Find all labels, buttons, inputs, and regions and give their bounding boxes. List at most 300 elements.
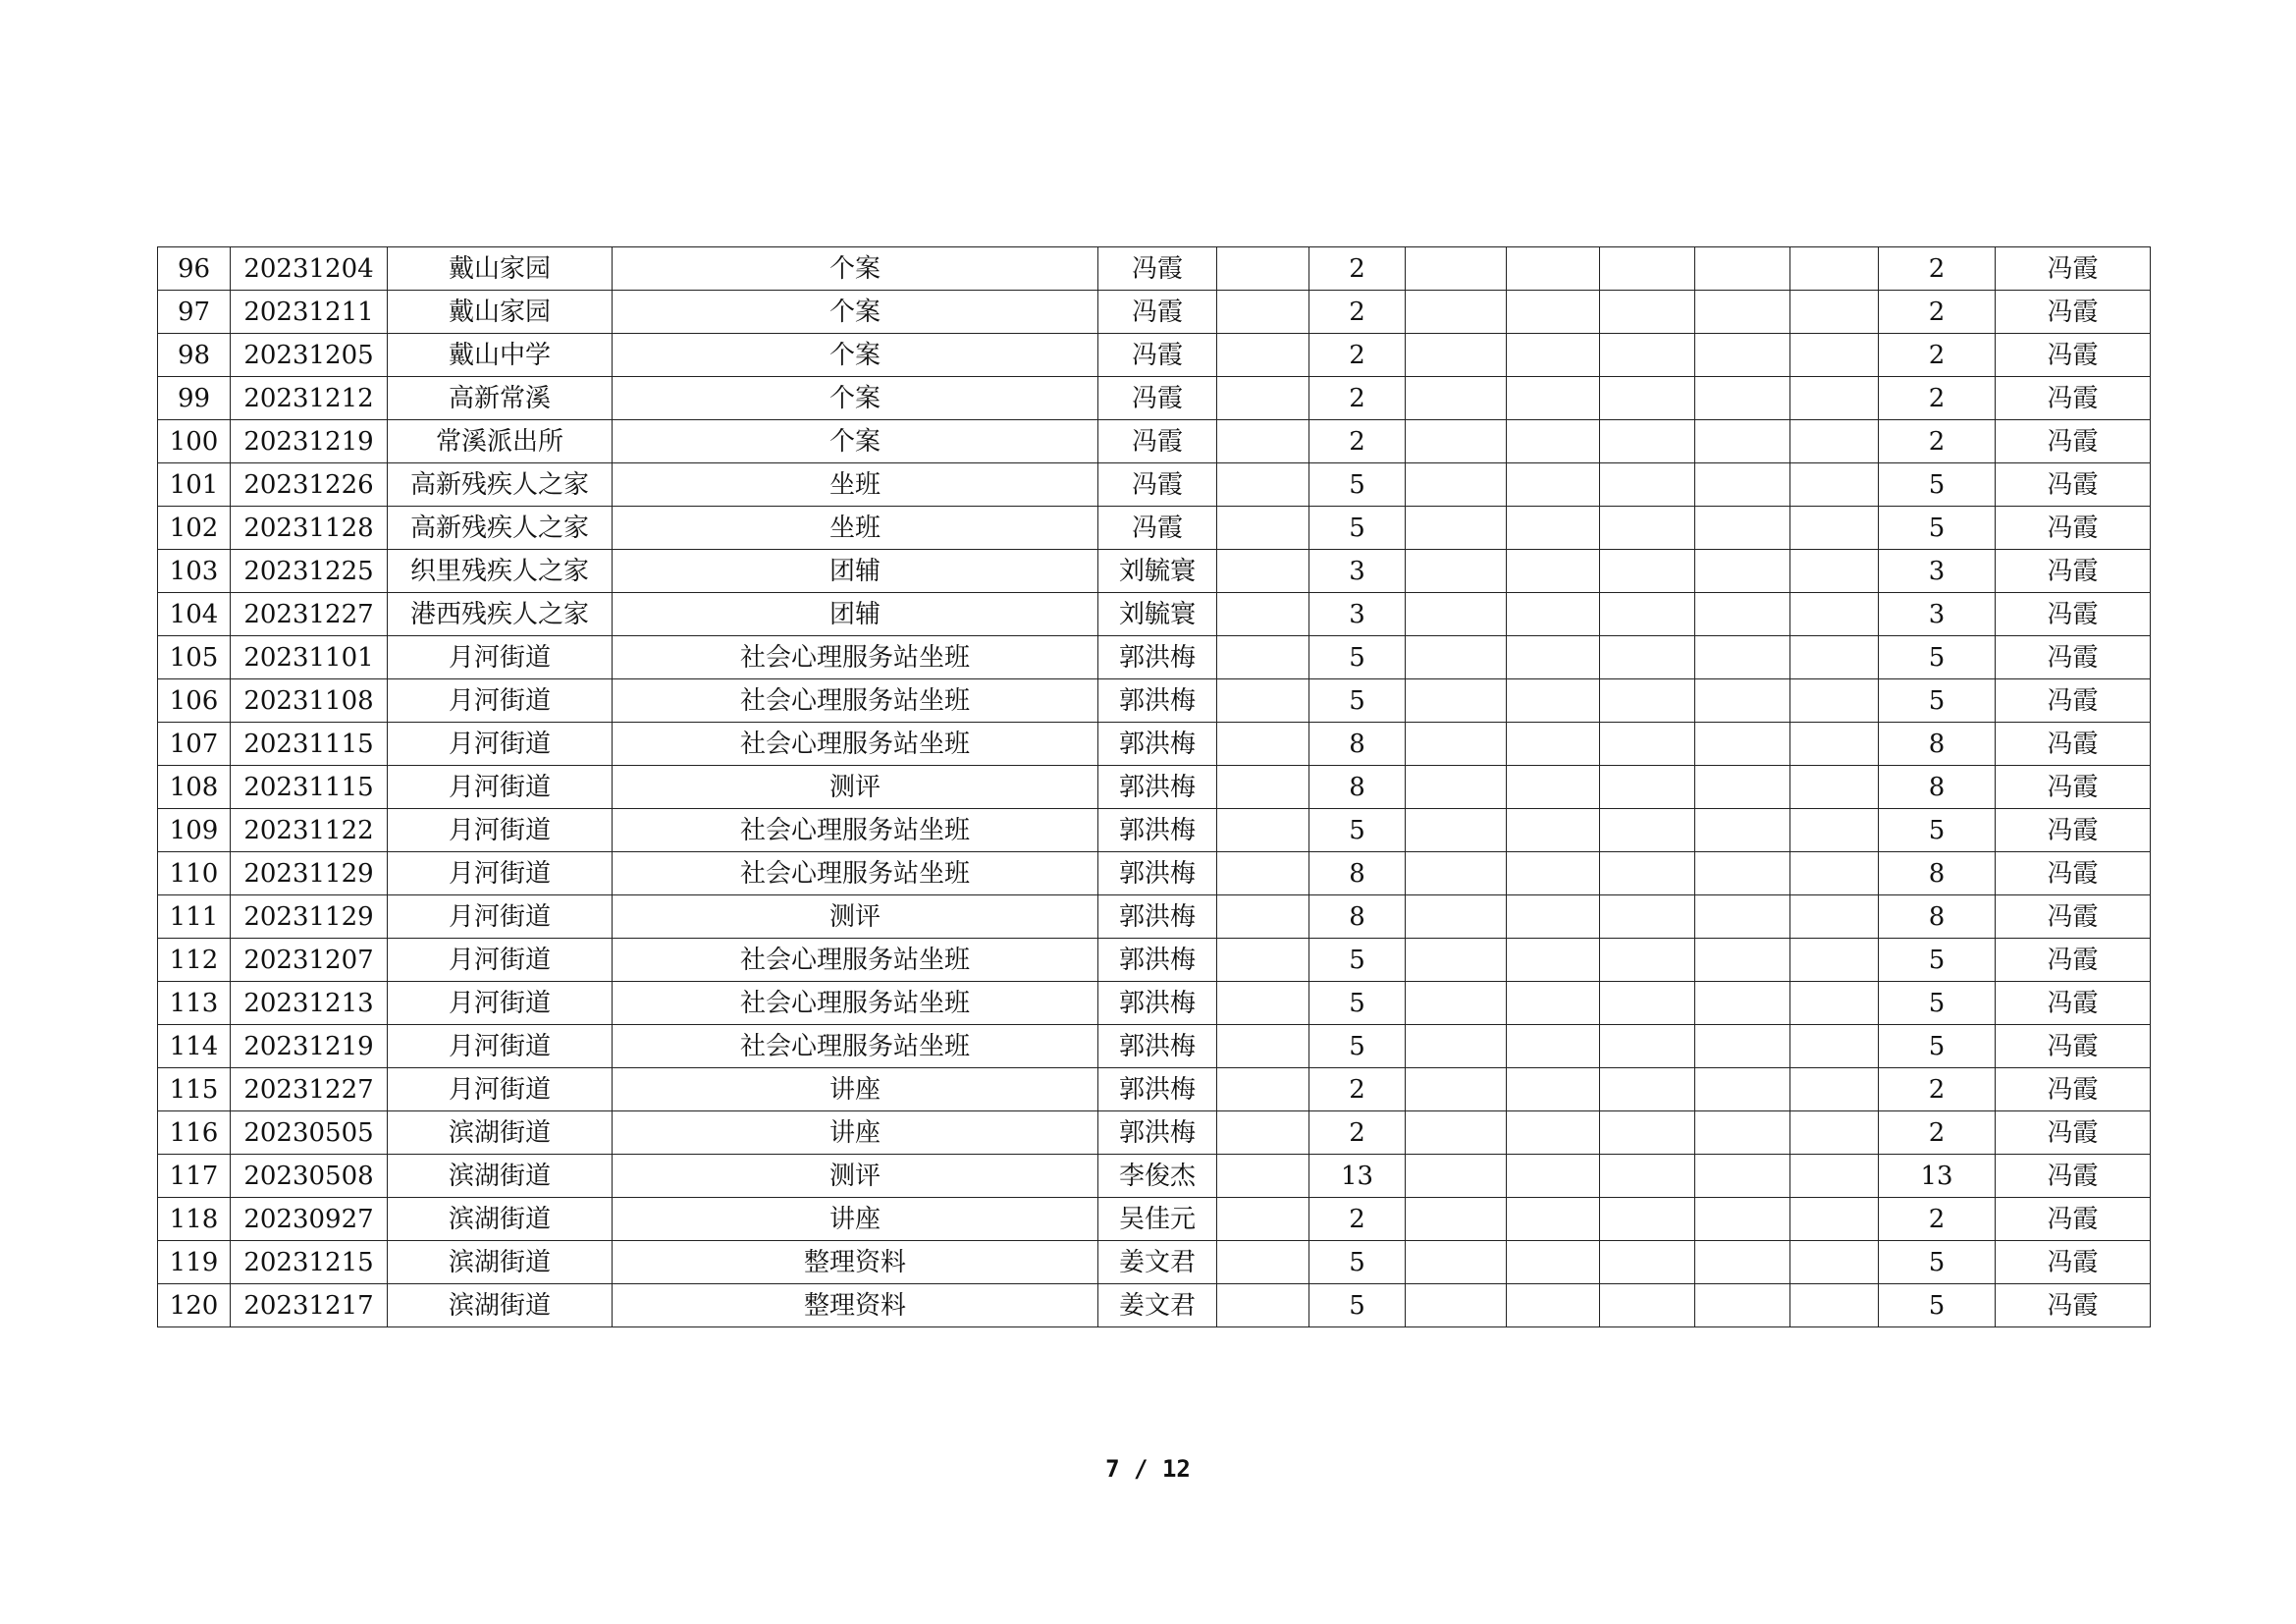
empty-cell-4 [1600, 291, 1695, 334]
empty-cell-5 [1695, 550, 1790, 593]
empty-cell-2 [1406, 291, 1507, 334]
empty-cell-2 [1406, 463, 1507, 507]
hours-cell: 13 [1309, 1155, 1406, 1198]
staff-cell: 郭洪梅 [1098, 939, 1217, 982]
reviewer-cell: 冯霞 [1996, 809, 2151, 852]
staff-cell: 冯霞 [1098, 247, 1217, 291]
staff-cell: 郭洪梅 [1098, 982, 1217, 1025]
date-cell: 20231225 [231, 550, 388, 593]
empty-cell-5 [1695, 852, 1790, 895]
date-cell: 20231204 [231, 247, 388, 291]
empty-cell-2 [1406, 1241, 1507, 1284]
hours-cell: 2 [1309, 377, 1406, 420]
row-number-cell: 96 [158, 247, 231, 291]
activity-cell: 社会心理服务站坐班 [613, 939, 1098, 982]
empty-cell-5 [1695, 1284, 1790, 1327]
date-cell: 20231217 [231, 1284, 388, 1327]
date-cell: 20231205 [231, 334, 388, 377]
location-cell: 高新残疾人之家 [388, 507, 613, 550]
empty-cell-4 [1600, 1284, 1695, 1327]
row-number-cell: 117 [158, 1155, 231, 1198]
empty-cell-1 [1217, 463, 1309, 507]
empty-cell-5 [1695, 334, 1790, 377]
date-cell: 20231115 [231, 766, 388, 809]
location-cell: 月河街道 [388, 766, 613, 809]
reviewer-cell: 冯霞 [1996, 507, 2151, 550]
empty-cell-2 [1406, 377, 1507, 420]
empty-cell-5 [1695, 1068, 1790, 1111]
activity-cell: 团辅 [613, 593, 1098, 636]
total-hours-cell: 3 [1879, 593, 1996, 636]
row-number-cell: 112 [158, 939, 231, 982]
total-hours-cell: 8 [1879, 895, 1996, 939]
date-cell: 20231129 [231, 852, 388, 895]
empty-cell-1 [1217, 895, 1309, 939]
empty-cell-2 [1406, 809, 1507, 852]
location-cell: 滨湖街道 [388, 1241, 613, 1284]
total-hours-cell: 5 [1879, 1241, 1996, 1284]
empty-cell-4 [1600, 334, 1695, 377]
hours-cell: 5 [1309, 1284, 1406, 1327]
table-row [158, 1155, 2151, 1198]
activity-cell: 社会心理服务站坐班 [613, 982, 1098, 1025]
total-hours-cell: 8 [1879, 852, 1996, 895]
empty-cell-3 [1507, 463, 1600, 507]
staff-cell: 冯霞 [1098, 334, 1217, 377]
total-hours-cell: 5 [1879, 939, 1996, 982]
location-cell: 戴山家园 [388, 247, 613, 291]
empty-cell-2 [1406, 636, 1507, 679]
staff-cell: 吴佳元 [1098, 1198, 1217, 1241]
empty-cell-2 [1406, 982, 1507, 1025]
empty-cell-3 [1507, 291, 1600, 334]
date-cell: 20231227 [231, 1068, 388, 1111]
date-cell: 20231207 [231, 939, 388, 982]
row-number-cell: 115 [158, 1068, 231, 1111]
empty-cell-3 [1507, 723, 1600, 766]
location-cell: 月河街道 [388, 679, 613, 723]
reviewer-cell: 冯霞 [1996, 291, 2151, 334]
total-hours-cell: 2 [1879, 420, 1996, 463]
empty-cell-1 [1217, 1284, 1309, 1327]
empty-cell-4 [1600, 247, 1695, 291]
empty-cell-2 [1406, 895, 1507, 939]
table-row [158, 247, 2151, 291]
staff-cell: 郭洪梅 [1098, 723, 1217, 766]
empty-cell-1 [1217, 593, 1309, 636]
activity-cell: 社会心理服务站坐班 [613, 809, 1098, 852]
reviewer-cell: 冯霞 [1996, 593, 2151, 636]
empty-cell-6 [1790, 766, 1879, 809]
total-hours-cell: 2 [1879, 377, 1996, 420]
activity-cell: 讲座 [613, 1068, 1098, 1111]
empty-cell-5 [1695, 1198, 1790, 1241]
empty-cell-1 [1217, 377, 1309, 420]
empty-cell-3 [1507, 679, 1600, 723]
empty-cell-6 [1790, 377, 1879, 420]
total-hours-cell: 2 [1879, 247, 1996, 291]
empty-cell-6 [1790, 1198, 1879, 1241]
row-number-cell: 113 [158, 982, 231, 1025]
empty-cell-1 [1217, 1068, 1309, 1111]
reviewer-cell: 冯霞 [1996, 939, 2151, 982]
table-row [158, 1111, 2151, 1155]
date-cell: 20231227 [231, 593, 388, 636]
empty-cell-1 [1217, 636, 1309, 679]
empty-cell-2 [1406, 593, 1507, 636]
activity-cell: 社会心理服务站坐班 [613, 679, 1098, 723]
table-row [158, 1025, 2151, 1068]
empty-cell-4 [1600, 550, 1695, 593]
empty-cell-6 [1790, 636, 1879, 679]
staff-cell: 郭洪梅 [1098, 679, 1217, 723]
empty-cell-3 [1507, 766, 1600, 809]
hours-cell: 5 [1309, 636, 1406, 679]
date-cell: 20231213 [231, 982, 388, 1025]
empty-cell-1 [1217, 982, 1309, 1025]
table-row [158, 982, 2151, 1025]
empty-cell-4 [1600, 939, 1695, 982]
empty-cell-4 [1600, 377, 1695, 420]
total-hours-cell: 5 [1879, 679, 1996, 723]
location-cell: 月河街道 [388, 809, 613, 852]
staff-cell: 刘毓寰 [1098, 550, 1217, 593]
empty-cell-1 [1217, 766, 1309, 809]
table-row [158, 334, 2151, 377]
date-cell: 20231211 [231, 291, 388, 334]
location-cell: 港西残疾人之家 [388, 593, 613, 636]
empty-cell-1 [1217, 1241, 1309, 1284]
location-cell: 月河街道 [388, 982, 613, 1025]
empty-cell-3 [1507, 982, 1600, 1025]
staff-cell: 郭洪梅 [1098, 1068, 1217, 1111]
location-cell: 常溪派出所 [388, 420, 613, 463]
table-row [158, 939, 2151, 982]
hours-cell: 5 [1309, 982, 1406, 1025]
row-number-cell: 119 [158, 1241, 231, 1284]
date-cell: 20230927 [231, 1198, 388, 1241]
reviewer-cell: 冯霞 [1996, 1155, 2151, 1198]
empty-cell-6 [1790, 1241, 1879, 1284]
empty-cell-5 [1695, 420, 1790, 463]
reviewer-cell: 冯霞 [1996, 766, 2151, 809]
staff-cell: 冯霞 [1098, 463, 1217, 507]
page-number: 7 / 12 [1105, 1455, 1191, 1483]
empty-cell-5 [1695, 723, 1790, 766]
location-cell: 月河街道 [388, 636, 613, 679]
empty-cell-4 [1600, 982, 1695, 1025]
empty-cell-6 [1790, 939, 1879, 982]
empty-cell-3 [1507, 636, 1600, 679]
table-row [158, 895, 2151, 939]
total-hours-cell: 5 [1879, 1284, 1996, 1327]
activity-cell: 测评 [613, 1155, 1098, 1198]
empty-cell-6 [1790, 593, 1879, 636]
table-row [158, 507, 2151, 550]
empty-cell-2 [1406, 420, 1507, 463]
empty-cell-1 [1217, 291, 1309, 334]
empty-cell-1 [1217, 1025, 1309, 1068]
activity-cell: 坐班 [613, 463, 1098, 507]
empty-cell-4 [1600, 1025, 1695, 1068]
empty-cell-1 [1217, 939, 1309, 982]
empty-cell-5 [1695, 809, 1790, 852]
empty-cell-5 [1695, 247, 1790, 291]
date-cell: 20231212 [231, 377, 388, 420]
empty-cell-2 [1406, 1198, 1507, 1241]
empty-cell-1 [1217, 723, 1309, 766]
activity-cell: 个案 [613, 334, 1098, 377]
empty-cell-1 [1217, 420, 1309, 463]
date-cell: 20231115 [231, 723, 388, 766]
hours-cell: 5 [1309, 463, 1406, 507]
hours-cell: 2 [1309, 420, 1406, 463]
empty-cell-5 [1695, 377, 1790, 420]
reviewer-cell: 冯霞 [1996, 1198, 2151, 1241]
empty-cell-5 [1695, 463, 1790, 507]
empty-cell-3 [1507, 377, 1600, 420]
date-cell: 20230508 [231, 1155, 388, 1198]
date-cell: 20231129 [231, 895, 388, 939]
empty-cell-3 [1507, 1284, 1600, 1327]
row-number-cell: 107 [158, 723, 231, 766]
row-number-cell: 111 [158, 895, 231, 939]
location-cell: 戴山家园 [388, 291, 613, 334]
total-hours-cell: 2 [1879, 1111, 1996, 1155]
empty-cell-2 [1406, 723, 1507, 766]
empty-cell-6 [1790, 982, 1879, 1025]
empty-cell-6 [1790, 1025, 1879, 1068]
hours-cell: 5 [1309, 507, 1406, 550]
empty-cell-3 [1507, 593, 1600, 636]
staff-cell: 郭洪梅 [1098, 852, 1217, 895]
table-row [158, 852, 2151, 895]
total-hours-cell: 13 [1879, 1155, 1996, 1198]
empty-cell-6 [1790, 550, 1879, 593]
location-cell: 月河街道 [388, 852, 613, 895]
empty-cell-6 [1790, 334, 1879, 377]
hours-cell: 8 [1309, 723, 1406, 766]
row-number-cell: 116 [158, 1111, 231, 1155]
row-number-cell: 101 [158, 463, 231, 507]
staff-cell: 郭洪梅 [1098, 766, 1217, 809]
date-cell: 20231108 [231, 679, 388, 723]
reviewer-cell: 冯霞 [1996, 852, 2151, 895]
table-row [158, 1198, 2151, 1241]
empty-cell-6 [1790, 463, 1879, 507]
empty-cell-5 [1695, 636, 1790, 679]
date-cell: 20231215 [231, 1241, 388, 1284]
empty-cell-5 [1695, 1025, 1790, 1068]
empty-cell-1 [1217, 1155, 1309, 1198]
empty-cell-4 [1600, 636, 1695, 679]
empty-cell-3 [1507, 1198, 1600, 1241]
location-cell: 月河街道 [388, 895, 613, 939]
empty-cell-5 [1695, 1155, 1790, 1198]
empty-cell-1 [1217, 679, 1309, 723]
hours-cell: 2 [1309, 1068, 1406, 1111]
hours-cell: 3 [1309, 550, 1406, 593]
staff-cell: 郭洪梅 [1098, 809, 1217, 852]
empty-cell-5 [1695, 939, 1790, 982]
location-cell: 织里残疾人之家 [388, 550, 613, 593]
activity-cell: 社会心理服务站坐班 [613, 636, 1098, 679]
empty-cell-3 [1507, 420, 1600, 463]
reviewer-cell: 冯霞 [1996, 1241, 2151, 1284]
empty-cell-2 [1406, 679, 1507, 723]
location-cell: 月河街道 [388, 939, 613, 982]
activity-cell: 个案 [613, 291, 1098, 334]
empty-cell-5 [1695, 593, 1790, 636]
activity-cell: 个案 [613, 420, 1098, 463]
empty-cell-4 [1600, 420, 1695, 463]
hours-cell: 2 [1309, 334, 1406, 377]
staff-cell: 冯霞 [1098, 420, 1217, 463]
row-number-cell: 99 [158, 377, 231, 420]
activity-cell: 坐班 [613, 507, 1098, 550]
reviewer-cell: 冯霞 [1996, 420, 2151, 463]
table-row [158, 593, 2151, 636]
table-row [158, 1068, 2151, 1111]
empty-cell-2 [1406, 1284, 1507, 1327]
activity-cell: 个案 [613, 247, 1098, 291]
empty-cell-4 [1600, 852, 1695, 895]
empty-cell-3 [1507, 939, 1600, 982]
reviewer-cell: 冯霞 [1996, 723, 2151, 766]
hours-cell: 2 [1309, 1198, 1406, 1241]
row-number-cell: 103 [158, 550, 231, 593]
hours-cell: 5 [1309, 679, 1406, 723]
staff-cell: 郭洪梅 [1098, 1111, 1217, 1155]
location-cell: 滨湖街道 [388, 1284, 613, 1327]
row-number-cell: 109 [158, 809, 231, 852]
row-number-cell: 106 [158, 679, 231, 723]
reviewer-cell: 冯霞 [1996, 377, 2151, 420]
empty-cell-4 [1600, 1155, 1695, 1198]
empty-cell-5 [1695, 895, 1790, 939]
empty-cell-2 [1406, 1025, 1507, 1068]
empty-cell-3 [1507, 334, 1600, 377]
empty-cell-4 [1600, 463, 1695, 507]
table-row [158, 1284, 2151, 1327]
hours-cell: 5 [1309, 1025, 1406, 1068]
staff-cell: 冯霞 [1098, 291, 1217, 334]
activity-cell: 测评 [613, 895, 1098, 939]
empty-cell-3 [1507, 1025, 1600, 1068]
date-cell: 20231128 [231, 507, 388, 550]
location-cell: 高新常溪 [388, 377, 613, 420]
empty-cell-2 [1406, 247, 1507, 291]
location-cell: 滨湖街道 [388, 1111, 613, 1155]
empty-cell-1 [1217, 507, 1309, 550]
reviewer-cell: 冯霞 [1996, 334, 2151, 377]
records-table [157, 246, 2151, 1327]
location-cell: 月河街道 [388, 1025, 613, 1068]
activity-cell: 团辅 [613, 550, 1098, 593]
total-hours-cell: 2 [1879, 334, 1996, 377]
empty-cell-6 [1790, 1284, 1879, 1327]
empty-cell-4 [1600, 895, 1695, 939]
empty-cell-1 [1217, 550, 1309, 593]
total-hours-cell: 5 [1879, 809, 1996, 852]
location-cell: 滨湖街道 [388, 1198, 613, 1241]
location-cell: 月河街道 [388, 1068, 613, 1111]
activity-cell: 整理资料 [613, 1241, 1098, 1284]
empty-cell-3 [1507, 852, 1600, 895]
row-number-cell: 108 [158, 766, 231, 809]
hours-cell: 5 [1309, 939, 1406, 982]
staff-cell: 姜文君 [1098, 1284, 1217, 1327]
empty-cell-4 [1600, 593, 1695, 636]
row-number-cell: 102 [158, 507, 231, 550]
empty-cell-5 [1695, 766, 1790, 809]
empty-cell-6 [1790, 420, 1879, 463]
date-cell: 20231122 [231, 809, 388, 852]
empty-cell-4 [1600, 809, 1695, 852]
staff-cell: 郭洪梅 [1098, 895, 1217, 939]
reviewer-cell: 冯霞 [1996, 1025, 2151, 1068]
table-row [158, 1241, 2151, 1284]
hours-cell: 5 [1309, 1241, 1406, 1284]
date-cell: 20231219 [231, 420, 388, 463]
location-cell: 滨湖街道 [388, 1155, 613, 1198]
table-row [158, 291, 2151, 334]
empty-cell-2 [1406, 550, 1507, 593]
table-body [158, 247, 2151, 1327]
empty-cell-6 [1790, 507, 1879, 550]
empty-cell-1 [1217, 247, 1309, 291]
empty-cell-6 [1790, 1068, 1879, 1111]
reviewer-cell: 冯霞 [1996, 1111, 2151, 1155]
empty-cell-4 [1600, 507, 1695, 550]
reviewer-cell: 冯霞 [1996, 463, 2151, 507]
empty-cell-2 [1406, 939, 1507, 982]
row-number-cell: 110 [158, 852, 231, 895]
empty-cell-1 [1217, 852, 1309, 895]
staff-cell: 刘毓寰 [1098, 593, 1217, 636]
reviewer-cell: 冯霞 [1996, 1284, 2151, 1327]
empty-cell-4 [1600, 1111, 1695, 1155]
reviewer-cell: 冯霞 [1996, 982, 2151, 1025]
row-number-cell: 100 [158, 420, 231, 463]
empty-cell-4 [1600, 679, 1695, 723]
empty-cell-4 [1600, 1068, 1695, 1111]
total-hours-cell: 5 [1879, 982, 1996, 1025]
staff-cell: 郭洪梅 [1098, 1025, 1217, 1068]
empty-cell-6 [1790, 1155, 1879, 1198]
row-number-cell: 104 [158, 593, 231, 636]
empty-cell-5 [1695, 1111, 1790, 1155]
row-number-cell: 97 [158, 291, 231, 334]
staff-cell: 冯霞 [1098, 507, 1217, 550]
reviewer-cell: 冯霞 [1996, 247, 2151, 291]
empty-cell-6 [1790, 291, 1879, 334]
empty-cell-2 [1406, 1111, 1507, 1155]
total-hours-cell: 8 [1879, 723, 1996, 766]
table-row [158, 463, 2151, 507]
activity-cell: 社会心理服务站坐班 [613, 1025, 1098, 1068]
total-hours-cell: 2 [1879, 1068, 1996, 1111]
activity-cell: 社会心理服务站坐班 [613, 852, 1098, 895]
empty-cell-1 [1217, 809, 1309, 852]
empty-cell-3 [1507, 507, 1600, 550]
empty-cell-4 [1600, 1241, 1695, 1284]
empty-cell-5 [1695, 679, 1790, 723]
empty-cell-1 [1217, 1198, 1309, 1241]
empty-cell-5 [1695, 507, 1790, 550]
empty-cell-4 [1600, 1198, 1695, 1241]
table-row [158, 723, 2151, 766]
